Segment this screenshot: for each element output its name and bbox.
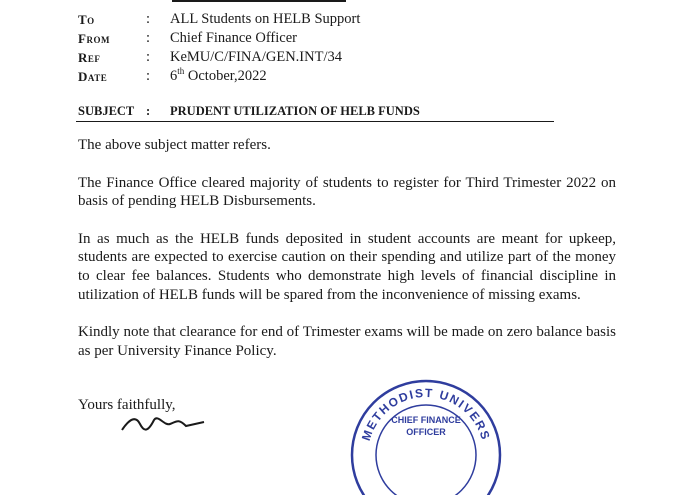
memo-colon: : bbox=[146, 11, 151, 27]
date-suffix: th bbox=[177, 66, 185, 77]
top-rule bbox=[172, 0, 346, 2]
stamp-line2: OFFICER bbox=[406, 427, 446, 437]
stamp-line1: CHIEF FINANCE bbox=[391, 415, 461, 425]
stamp-arc-text: METHODIST UNIVERS bbox=[358, 385, 494, 443]
paragraph-upkeep: In as much as the HELB funds deposited in student accounts are meant for upkeep, students are expected to exercise caution on their spending and utilize part of the money to clear fee balances. Students who demonstrate high levels of financial discipline in utilization of HELB funds will be spared from the inconvenience of missing exams. bbox=[78, 230, 616, 303]
subject-label: SUBJECT bbox=[78, 104, 135, 118]
paragraph-clearance: The Finance Office cleared majority of students to register for Third Trimester 2022 on basis of pending HELB Disbursements. bbox=[78, 174, 616, 210]
subject-underline bbox=[76, 121, 554, 122]
paragraph-intro: The above subject matter refers. bbox=[78, 137, 271, 153]
date-day: 6 bbox=[170, 68, 178, 84]
letter-body bbox=[78, 136, 616, 379]
memo-colon: : bbox=[146, 49, 151, 65]
subject-colon: : bbox=[146, 104, 151, 118]
memo-date-value bbox=[170, 67, 267, 86]
memo-colon: : bbox=[146, 68, 151, 84]
paragraph-note: Kindly note that clearance for end of Trimester exams will be made on zero balance basis as per University Finance Policy. bbox=[78, 324, 616, 359]
signature bbox=[120, 412, 210, 439]
memo-from-value: Chief Finance Officer bbox=[170, 30, 297, 46]
memo-to-label: To bbox=[78, 12, 95, 27]
subject-text: PRUDENT UTILIZATION OF HELB FUNDS bbox=[170, 104, 420, 118]
memo-colon: : bbox=[146, 30, 151, 46]
memo-ref-value: KeMU/C/FINA/GEN.INT/34 bbox=[170, 49, 342, 65]
date-rest: October,2022 bbox=[184, 68, 267, 84]
memo-ref-label: Ref bbox=[78, 50, 101, 65]
university-stamp bbox=[346, 375, 506, 500]
memo-from-label: From bbox=[78, 31, 110, 46]
memo-date-label: Date bbox=[78, 69, 108, 84]
closing-salutation: Yours faithfully, bbox=[78, 397, 176, 413]
memo-to-value: ALL Students on HELB Support bbox=[170, 11, 361, 27]
